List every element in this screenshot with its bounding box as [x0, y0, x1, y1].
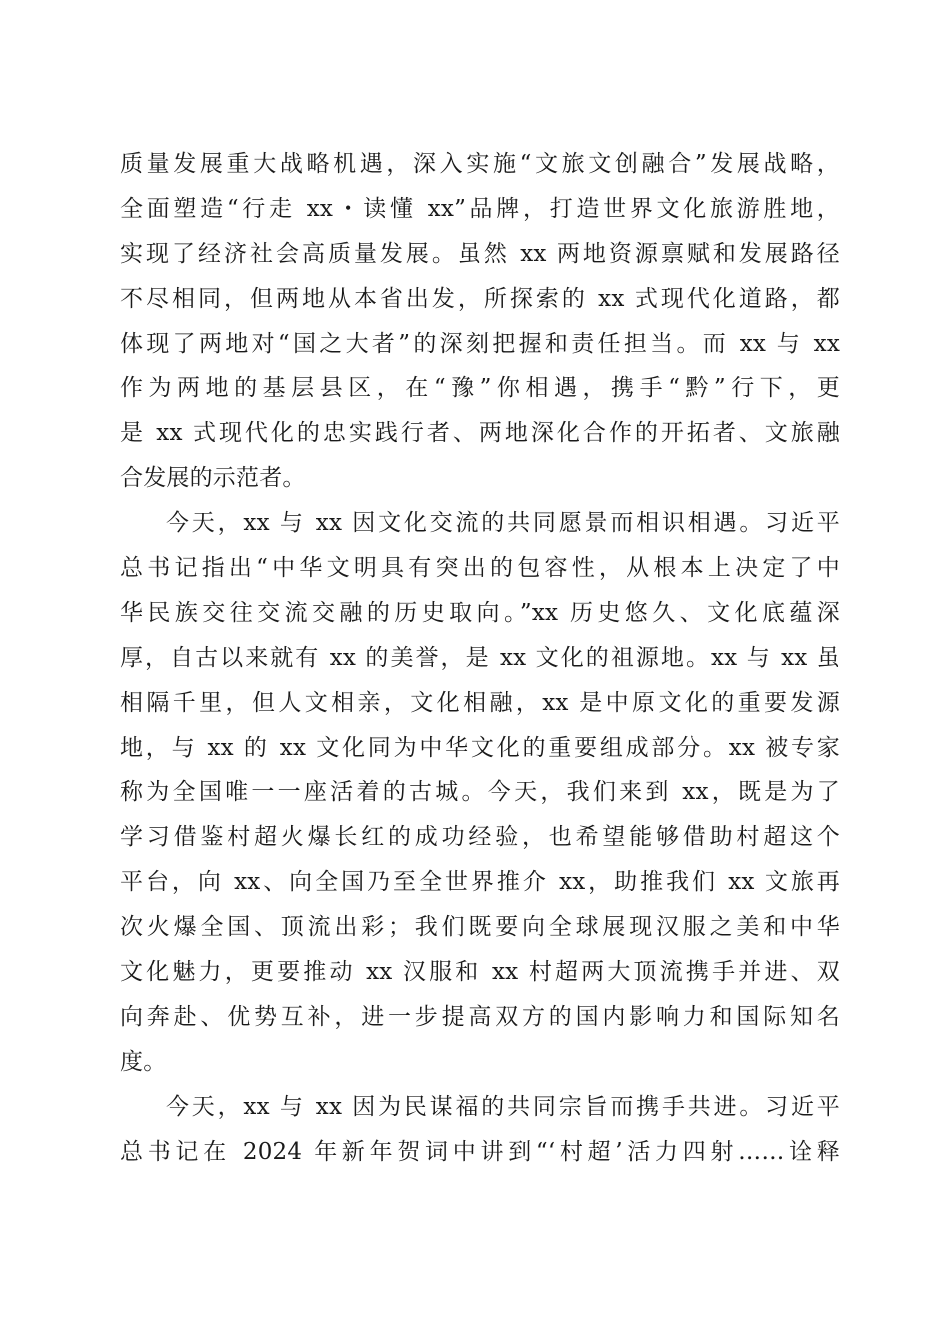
text-line: 平台，向 xx、向全国乃至全世界推介 xx，助推我们 xx 文旅再: [120, 869, 840, 896]
text-line: 是 xx 式现代化的忠实践行者、两地深化合作的开拓者、文旅融: [120, 420, 840, 447]
text-line: 称为全国唯一一座活着的古城。今天，我们来到 xx，既是为了: [120, 779, 840, 806]
text-line: 向奔赴、优势互补，进一步提高双方的国内影响力和国际知名: [120, 1003, 840, 1030]
text-line: 文化魅力，更要推动 xx 汉服和 xx 村超两大顶流携手并进、双: [120, 959, 840, 986]
text-line: 作为两地的基层县区，在“豫”你相遇，携手“黔”行下，更: [120, 375, 840, 402]
body-text: [120, 142, 840, 1174]
paragraph-start-line: 今天，xx 与 xx 因为民谋福的共同宗旨而携手共进。习近平: [166, 1093, 840, 1120]
text-line: 度。: [120, 1048, 167, 1075]
text-line: 相隔千里，但人文相亲，文化相融，xx 是中原文化的重要发源: [120, 689, 840, 716]
text-line: 总书记在 2024 年新年贺词中讲到“‘村超’活力四射……诠释: [120, 1138, 840, 1165]
text-line: 学习借鉴村超火爆长红的成功经验，也希望能够借助村超这个: [120, 824, 840, 851]
text-line: 华民族交往交流交融的历史取向。”xx 历史悠久、文化底蕴深: [120, 599, 840, 626]
text-line: 不尽相同，但两地从本省出发，所探索的 xx 式现代化道路，都: [120, 285, 840, 312]
text-line: 总书记指出“中华文明具有突出的包容性，从根本上决定了中: [120, 555, 840, 582]
text-line: 次火爆全国、顶流出彩；我们既要向全球展现汉服之美和中华: [120, 914, 840, 941]
text-line: 体现了两地对“国之大者”的深刻把握和责任担当。而 xx 与 xx: [120, 330, 840, 357]
text-line: 合发展的示范者。: [120, 465, 306, 492]
text-line: 地，与 xx 的 xx 文化同为中华文化的重要组成部分。xx 被专家: [120, 734, 840, 761]
text-line: 质量发展重大战略机遇，深入实施“文旅文创融合”发展战略，: [120, 151, 840, 177]
text-line: 实现了经济社会高质量发展。虽然 xx 两地资源禀赋和发展路径: [120, 240, 840, 267]
text-line: 全面塑造“行走 xx・读懂 xx”品牌，打造世界文化旅游胜地，: [120, 195, 840, 222]
text-line: 厚，自古以来就有 xx 的美誉，是 xx 文化的祖源地。xx 与 xx 虽: [120, 644, 840, 671]
paragraph-start-line: 今天，xx 与 xx 因文化交流的共同愿景而相识相遇。习近平: [166, 510, 840, 537]
